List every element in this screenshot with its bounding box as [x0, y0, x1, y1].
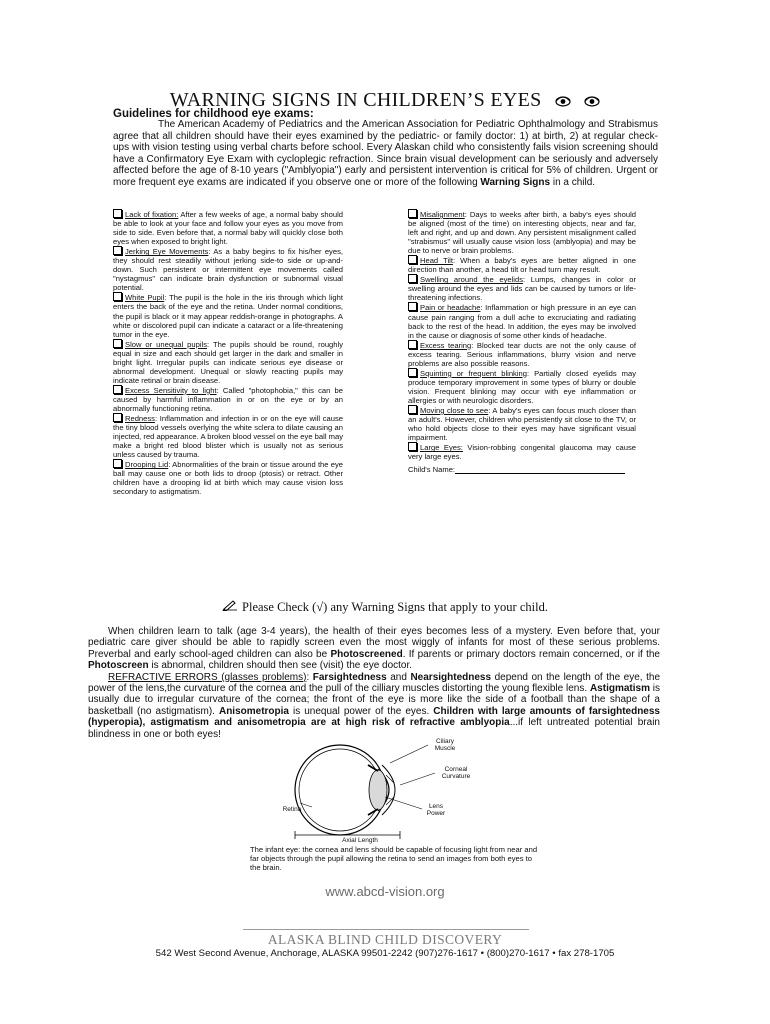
- checkbox[interactable]: [113, 459, 122, 468]
- para-text: When children learn to talk (age 3-4 years), the health of their eyes becomes less of a mystery. Even before that, your pediatric care giver should be able to rapidly screen even the most wiggly of infants for most of these serious problems. Preverbal and early school-aged children can also be: [88, 626, 660, 660]
- warning-item-name: Excess tearing: [420, 340, 472, 350]
- warning-item-text: After a few weeks of age, a normal baby should be able to look at your face and follow your eyes as you move from side to side. Even before that, a normal baby will quickly close both eyes when exposed to bright light.: [113, 210, 343, 247]
- warning-item-text: : Blocked tear ducts are not the only cause of excess tearing. Serious inflammations, blurry vision and nerve problems are also possible reasons.: [408, 340, 636, 368]
- title-text: WARNING SIGNS IN CHILDREN’S EYES: [169, 89, 542, 111]
- warning-item-text: : Lumps, changes in color or swelling around the eyes and lids can be caused by tumors or life-threatening infections.: [408, 275, 636, 303]
- eye-diagram-drawing: [250, 735, 530, 847]
- pen-icon: [222, 599, 238, 615]
- label-text: Corneal Curvature: [441, 766, 471, 780]
- warning-item-text: : The pupil is the hole in the iris through which light enters the back of the eye and the retina. Under normal conditions, the pupil is black or it may appear reddish-orange in photographs. A white or discolored pupil can indicate a cataract or a life-threatening tumor in the eye.: [113, 293, 343, 339]
- warning-item-name: Swelling around the eyelids: [420, 275, 524, 285]
- warning-item-text: : Inflammation or high pressure in an eye can cause pain ranging from a dull ache to excruciating and radiating back to the rest of the head. In addition, the eyes may be involved in the cause or diagnosis of some other kinds of headache.: [408, 303, 636, 340]
- checkbox[interactable]: [113, 339, 122, 348]
- warning-item-unequal-pupils: [113, 339, 343, 385]
- label-axial-length: Axial Length: [342, 837, 378, 844]
- checkbox[interactable]: [113, 246, 122, 255]
- astigmatism-bold: Astigmatism: [589, 683, 650, 695]
- checkbox[interactable]: [408, 405, 417, 414]
- warning-item-name: Misalignment: [420, 210, 465, 219]
- checkbox[interactable]: [408, 368, 417, 377]
- label-corneal-curvature: [436, 766, 476, 780]
- checkbox[interactable]: [113, 385, 122, 394]
- warning-item-text: : The pupils should be round, roughly equal in size and each should get larger in the dark and smaller in bright light. Irregular pupils can indicate serious eye disease or abnormal development. Unequal or slowly reacting pupils may indicate retinal or brain disease.: [113, 339, 343, 385]
- warning-item-name: Lack of fixation:: [125, 210, 179, 219]
- guidelines-body: The American Academy of Pediatrics and the American Association for Pediatric Ophthalmology and Strabismus agree that all children should have their eyes examined by the pediatric- or family doctor: 1) at birth, 2) at regular check-ups with vision testing using verbal charts before school. Every Alaskan child who consistently fails vision screening should have a Confirmatory Eye Exam with cycloplegic refraction. Since brain visual development can be seriously and adversely affected before the age of 8-10 years ("Amblyopia") early and persistent intervention is critical for 5% of children. Urgent or more frequent eye exams are indicated if you observe one or more of the following: [113, 119, 658, 188]
- para-text: . If parents or primary doctors remain concerned, or if the: [402, 648, 660, 660]
- checkbox[interactable]: [408, 209, 417, 218]
- label-text: Ciliary Muscle: [434, 738, 456, 752]
- diagram-caption: The infant eye: the cornea and lens should be capable of focusing light from near and far objects through the pupil allowing the retina to send an images from both eyes to the brain.: [250, 845, 538, 873]
- guidelines-tail: in a child.: [550, 176, 596, 188]
- warning-item-excess-tearing: [408, 340, 636, 368]
- warning-item-squinting: [408, 368, 636, 405]
- label-retina: Retina: [282, 806, 302, 813]
- guidelines-heading: Guidelines for childhood eye exams:: [113, 108, 314, 120]
- contact-address: 542 West Second Avenue, Anchorage, ALASKA 99501-2242 (907)276-1617 • (800)270-1617 • fax 278-1705: [155, 948, 615, 959]
- warning-signs-right-column: [408, 209, 636, 474]
- eye-icon: [555, 90, 571, 113]
- label-text: Lens Power: [426, 803, 446, 817]
- warning-item-large-eyes: [408, 442, 636, 461]
- warning-item-jerking-eye-movements: [113, 246, 343, 292]
- guidelines-text: [113, 119, 658, 189]
- para-text: :: [306, 671, 313, 683]
- body-text: [88, 626, 660, 740]
- anisometropia-bold: Anisometropia: [218, 705, 289, 717]
- warning-item-moving-close: [408, 405, 636, 442]
- para-text: depend on the length of the eye, the power of the lens,the curvature of the cornea and the pull of the cilliary muscles distorting the young flexible lens.: [88, 671, 661, 695]
- label-lens-power: [422, 803, 450, 817]
- para-text: and: [386, 671, 411, 683]
- warning-item-name: Redness: [125, 414, 155, 424]
- checkbox[interactable]: [408, 442, 417, 451]
- warning-item-text: : Partially closed eyelids may produce temporary improvement in some types of blurry or double vision. Frequent blinking may occur with eye inflammation or allergies or with neurologic disorders.: [408, 368, 636, 405]
- eye-diagram: [250, 735, 530, 847]
- nearsightedness-bold: Nearsightedness: [410, 671, 492, 683]
- refractive-errors-heading: REFRACTIVE ERRORS (glasses problems): [108, 671, 307, 683]
- warning-item-name: Excess Sensitivity to light: [125, 385, 217, 395]
- warning-item-name: Jerking Eye Movements: [125, 247, 209, 257]
- checkbox[interactable]: [408, 274, 417, 283]
- checkbox[interactable]: [113, 209, 122, 218]
- warning-item-name: White Pupil: [125, 293, 165, 303]
- child-name-label: Child's Name:: [408, 465, 456, 475]
- checkbox[interactable]: [113, 292, 122, 301]
- warning-item-white-pupil: [113, 292, 343, 338]
- paragraph-refractive: [88, 672, 660, 740]
- warning-item-text: : Abnormalities of the brain or tissue around the eye ball may cause one or both lids to droop (ptosis) or retract. Other children have a drooping lid at birth which may cause vision loss secondary to astigmatism.: [113, 460, 344, 497]
- label-ciliary-muscle: [430, 738, 460, 752]
- warning-signs-emphasis: Warning Signs: [480, 176, 551, 188]
- checkbox[interactable]: [113, 413, 122, 422]
- warning-item-drooping-lid: [113, 459, 343, 496]
- warning-item-name: Large Eyes:: [420, 443, 463, 453]
- warning-item-text: : Days to weeks after birth, a baby's eyes should be aligned (most of the time) on interesting objects, near and far, left and right, and up and down. Any persistent misalignment called "strabismus" will usually cause vision loss (amblyopia) and may be due to nerve or brain problems.: [408, 210, 636, 256]
- footer-divider: [243, 929, 529, 930]
- checkbox[interactable]: [408, 255, 417, 264]
- warning-item-redness: [113, 413, 343, 459]
- photoscreened-bold: Photoscreened: [330, 648, 403, 660]
- warning-item-name: Moving close to see: [420, 405, 489, 415]
- warning-item-swelling: [408, 274, 636, 302]
- child-name-row: [408, 465, 636, 474]
- warning-signs-left-column: [113, 209, 343, 496]
- farsightedness-bold: Farsightedness: [312, 671, 387, 683]
- warning-item-name: Head Tilt: [420, 256, 453, 266]
- warning-item-misalignment: [408, 209, 636, 255]
- warning-item-pain-headache: [408, 302, 636, 339]
- website-link[interactable]: www.abcd-vision.org: [325, 884, 445, 899]
- eye-icon: [584, 90, 600, 113]
- warning-item-text: : A baby's eyes can focus much closer than an adult's. However, children who persistently sit close to the TV, or who hold objects close to their eyes may have significant visual impairment.: [408, 405, 636, 443]
- warning-item-lack-of-fixation: [113, 209, 343, 246]
- warning-item-light-sensitivity: [113, 385, 343, 413]
- warning-item-name: Pain or headache: [420, 303, 481, 313]
- high-risk-bold: Children with large amounts of farsightedness (hyperopia), astigmatism and anisometropia are at high risk of refractive amblyopia: [88, 705, 660, 729]
- child-name-field[interactable]: [455, 466, 625, 474]
- warning-item-name: Drooping Lid: [125, 460, 169, 470]
- warning-item-head-tilt: [408, 255, 636, 274]
- photoscreen-bold: Photoscreen: [88, 660, 149, 672]
- checkbox[interactable]: [408, 302, 417, 311]
- please-check-line: [0, 599, 770, 615]
- warning-item-name: Slow or unequal pupils: [125, 339, 207, 349]
- warning-item-name: Squinting or frequent blinking: [420, 368, 527, 378]
- para-text: is usually due to irregular curvature of the cornea; the front of the eye is more like the side of a football than the shape of a basketball (no astigmatism).: [88, 683, 660, 717]
- warning-item-text: : Called "photophobia," this can be caused by harmful inflammation in or on the eye or by an abnormally functioning retina.: [113, 385, 343, 413]
- please-check-text: Please Check (√) any Warning Signs that apply to your child.: [242, 600, 548, 614]
- checkbox[interactable]: [408, 340, 417, 349]
- warning-item-text: Vision-robbing congenital glaucoma may cause very large eyes.: [408, 443, 636, 462]
- warning-item-text: : Inflammation and infection in or on the eye will cause the tiny blood vessels overlying the white sclera to dilate causing an injected, red appearance. A broken blood vessel on the eye ball may make a bright red blood blister which is usually not as serious unless caused by trauma.: [113, 414, 343, 460]
- para-text: ...if left untreated potential brain blindness in one or both eyes!: [88, 717, 660, 740]
- warning-item-text: : When a baby's eyes are better aligned in one direction than another, a head tilt or head turn may result.: [408, 256, 636, 275]
- paragraph-talking: [88, 626, 660, 672]
- organization-name: ALASKA BLIND CHILD DISCOVERY: [267, 932, 503, 947]
- para-text: is abnormal, children should then see (visit) the eye doctor.: [148, 660, 413, 672]
- para-text: is unequal power of the eyes.: [288, 705, 434, 717]
- warning-item-text: : As a baby begins to fix his/her eyes, they should rest steadily without jerking side-to side or up-and-down. Such persistent or intermittent eye movements called "nystagmus" can indicate brain dysfunction or subnormal visual potential.: [113, 247, 343, 293]
